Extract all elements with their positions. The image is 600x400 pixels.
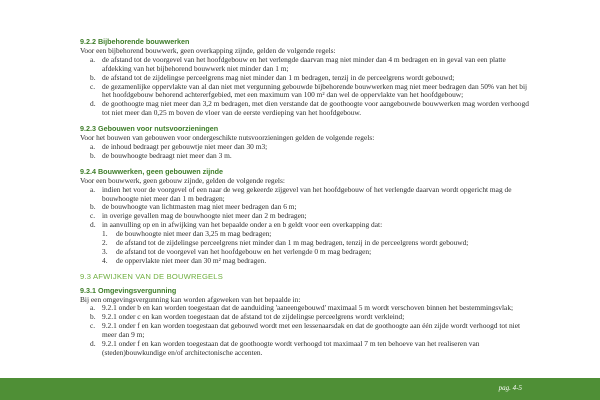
section-intro: Voor een bijbehorend bouwwerk, geen overkapping zijnde, gelden de volgende regels: [80, 45, 336, 55]
footer-bar [0, 378, 600, 400]
list-item [80, 340, 530, 358]
item-text: de bouwhoogte niet meer dan 3,25 m mag bedragen; [116, 229, 272, 239]
item-text: de gezamenlijke oppervlakte van al dan niet met vergunning gebouwde bijbehorende bouwwerken mag niet meer bedragen dan 50% van het bij het hoofdgebouw behorend achtererfgebied, met een maximum van 100 m² dan wel de oppervlakte van het hoofdgebouw; [102, 81, 528, 100]
item-text: in aanvulling op en in afwijking van het bepaalde onder a en b geldt voor een overkapping dat: [102, 220, 383, 230]
item-text: 9.2.1 onder f en kan worden toegestaan dat gebouwd wordt met een lessenaarsdak en dat de goothoogte aan één zijde wordt verhoogd tot niet meer dan 9 m; [102, 321, 521, 340]
item-label: d. [90, 99, 96, 109]
list-item [80, 100, 530, 118]
item-text: de bouwhoogte van lichtmasten mag niet meer bedragen dan 6 m; [102, 202, 297, 212]
item-text: indien het voor de voorgevel of een naar de weg gekeerde zijgevel van het hoofdgebouw of het verlengde daarvan wordt opgericht mag de bouwhoogte niet meer dan 1 m bedragen; [102, 184, 512, 203]
page-number: pag. 4-5 [498, 384, 522, 392]
section-intro: Voor het bouwen van gebouwen voor ondergeschikte nutsvoorzieningen gelden de volgende regels: [80, 133, 375, 143]
item-label: d. [90, 339, 96, 349]
item-label: a. [90, 141, 96, 151]
section-9-2-2 [80, 38, 530, 118]
item-label: 2. [102, 238, 108, 248]
section-intro: Voor een bouwwerk, geen gebouw zijnde, gelden de volgende regels: [80, 175, 285, 185]
section-heading: 9.2.2 Bijbehorende bouwwerken [80, 37, 190, 46]
item-label: b. [90, 150, 96, 160]
list-item [80, 322, 530, 340]
item-label: b. [90, 312, 96, 322]
item-label: b. [90, 202, 96, 212]
item-text: 9.2.1 onder f en kan worden toegestaan dat de goothoogte wordt verhoogd tot maximaal 7 m ten behoeve van het realiseren van (steden)bouwkundige en/of architectonische accenten. [102, 339, 480, 357]
item-label: 1. [102, 229, 108, 239]
list-item [80, 152, 530, 161]
item-label: c. [90, 321, 96, 331]
item-label: c. [90, 211, 96, 221]
item-text: de afstand tot de zijdelingse perceelgrens mag niet minder dan 1 m bedragen, tenzij in de perceelgrens wordt gebouwd; [102, 72, 455, 82]
section-heading: 9.3.1 Omgevingsvergunning [80, 285, 177, 295]
item-text: de bouwhoogte bedraagt niet meer dan 3 m. [102, 150, 232, 160]
item-text: de goothoogte mag niet meer dan 3,2 m bedragen, met dien verstande dat de goothoogte voor aangebouwde bouwwerken mag worden verhoogd tot niet meer dan 0,25 m boven de vloer van de eerste verdieping van het hoofdgebouw. [102, 99, 529, 118]
sub-list-item [80, 257, 530, 266]
item-label: a. [90, 184, 96, 194]
item-text: de oppervlakte niet meer dan 30 m² mag bedragen. [116, 255, 267, 265]
list-item [80, 56, 530, 74]
document-body [80, 38, 530, 365]
item-label: 3. [102, 246, 108, 256]
list-item [80, 186, 530, 204]
item-text: de afstand tot de zijdelingse perceelgrens niet minder dan 1 m mag bedragen, tenzij in de perceelgrens wordt gebouwd; [116, 238, 469, 248]
item-label: 4. [102, 255, 108, 265]
item-text: de afstand tot de voorgevel van het hoofdgebouw en het verlengde daarvan mag niet minder dan 4 m bedragen en in geval van een platte afdekking van het bijbehorend bouwwerk niet minder dan 1 m; [102, 54, 506, 73]
item-text: 9.2.1 onder b en kan worden toegestaan dat de aanduiding 'aaneengebouwd' maximaal 5 m wordt verschoven binnen het bestemmingsvlak; [102, 303, 514, 313]
item-label: b. [90, 72, 96, 82]
item-text: de inhoud bedraagt per gebouwtje niet meer dan 30 m3; [102, 141, 268, 151]
section-9-2-3 [80, 125, 530, 161]
item-label: a. [90, 54, 96, 64]
item-label: c. [90, 81, 96, 91]
item-text: 9.2.1 onder c en kan worden toegestaan dat de afstand tot de zijdelingse perceelgrens wordt verkleind; [102, 312, 405, 322]
chapter-heading: 9.3 AFWIJKEN VAN DE BOUWREGELS [80, 271, 223, 281]
section-9-3-1 [80, 287, 530, 358]
section-heading: 9.2.4 Bouwwerken, geen gebouwen zijnde [80, 166, 223, 176]
section-heading: 9.2.3 Gebouwen voor nutsvoorzieningen [80, 124, 219, 134]
item-label: a. [90, 303, 96, 313]
item-text: de afstand tot de voorgevel van het hoofdgebouw en het verlengde 0 m mag bedragen; [116, 246, 372, 256]
section-9-2-4 [80, 168, 530, 266]
list-item [80, 83, 530, 101]
section-intro: Bij een omgevingsvergunning kan worden afgeweken van het bepaalde in: [80, 294, 301, 304]
item-text: in overige gevallen mag de bouwhoogte niet meer dan 2 m bedragen; [102, 211, 307, 221]
item-label: d. [90, 220, 96, 230]
